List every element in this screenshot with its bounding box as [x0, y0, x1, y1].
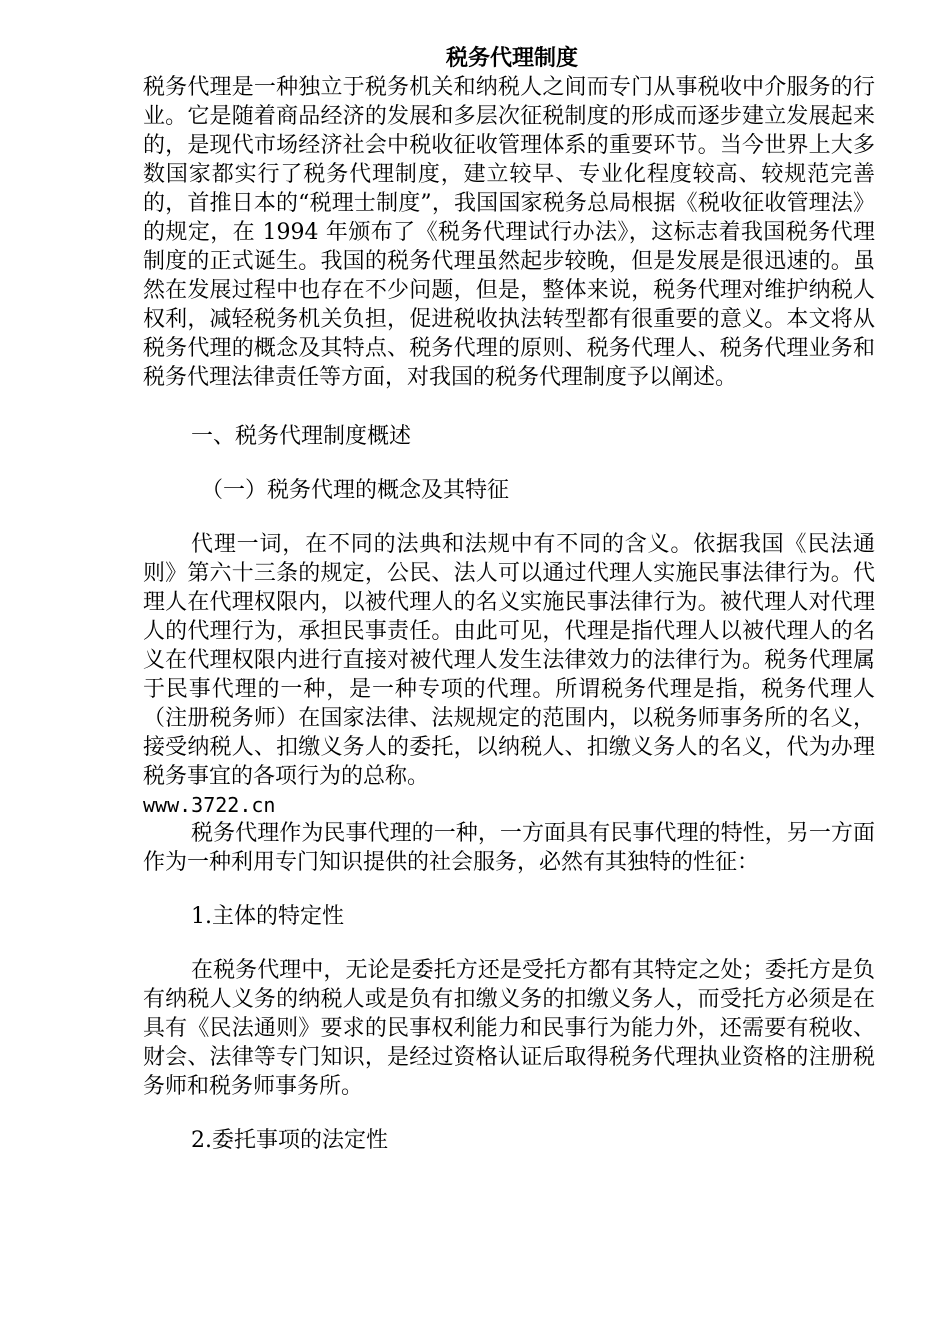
- document-title: 税务代理制度: [445, 46, 578, 71]
- source-url: www.3722.cn: [143, 793, 276, 817]
- features-paragraph: 税务代理作为民事代理的一种，一方面具有民事代理的特性，另一方面作为一种利用专门知识提供的社会服务，必然有其独特的性征：: [143, 821, 875, 875]
- item-heading-2: 2.委托事项的法定性: [191, 1128, 388, 1153]
- concept-paragraph: 代理一词，在不同的法典和法规中有不同的含义。依据我国《民法通则》第六十三条的规定，公民、法人可以通过代理人实施民事法律行为。代理人在代理权限内，以被代理人的名义实施民事法律行为。被代理人对代理人的代理行为，承担民事责任。由此可见，代理是指代理人以被代理人的名义在代理权限内进行直接对被代理人发生法律效力的法律行为。税务代理属于民事代理的一种，是一种专项的代理。所谓税务代理是指，税务代理人（注册税务师）在国家法律、法规规定的范围内，以税务师事务所的名义，接受纳税人、扣缴义务人的委托，以纳税人、扣缴义务人的名义，代为办理税务事宜的各项行为的总称。: [143, 532, 875, 789]
- item-heading-1: 1.主体的特定性: [191, 904, 344, 929]
- section-heading: 一、税务代理制度概述: [191, 424, 412, 449]
- subsection-heading: （一）税务代理的概念及其特征: [201, 478, 510, 503]
- item-paragraph-1: 在税务代理中，无论是委托方还是受托方都有其特定之处；委托方是负有纳税人义务的纳税人或是负有扣缴义务的扣缴义务人，而受托方必须是在具有《民法通则》要求的民事权利能力和民事行为能力外，还需要有税收、财会、法律等专门知识，是经过资格认证后取得税务代理执业资格的注册税务师和税务师事务所。: [143, 958, 875, 1099]
- intro-paragraph: 税务代理是一种独立于税务机关和纳税人之间而专门从事税收中介服务的行业。它是随着商品经济的发展和多层次征税制度的形成而逐步建立发展起来的，是现代市场经济社会中税收征收管理体系的重要环节。当今世界上大多数国家都实行了税务代理制度，建立较早、专业化程度较高、较规范完善的，首推日本的“税理士制度”，我国国家税务总局根据《税收征收管理法》的规定，在 1994 年颁布了《税务代理试行办法》，这标志着我国税务代理制度的正式诞生。我国的税务代理虽然起步较晚，但是发展是很迅速的。虽然在发展过程中也存在不少问题，但是，整体来说，税务代理对维护纳税人权利，减轻税务机关负担，促进税收执法转型都有很重要的意义。本文将从税务代理的概念及其特点、税务代理的原则、税务代理人、税务代理业务和税务代理法律责任等方面，对我国的税务代理制度予以阐述。: [143, 75, 875, 390]
- document-page: [143, 44, 875, 1155]
